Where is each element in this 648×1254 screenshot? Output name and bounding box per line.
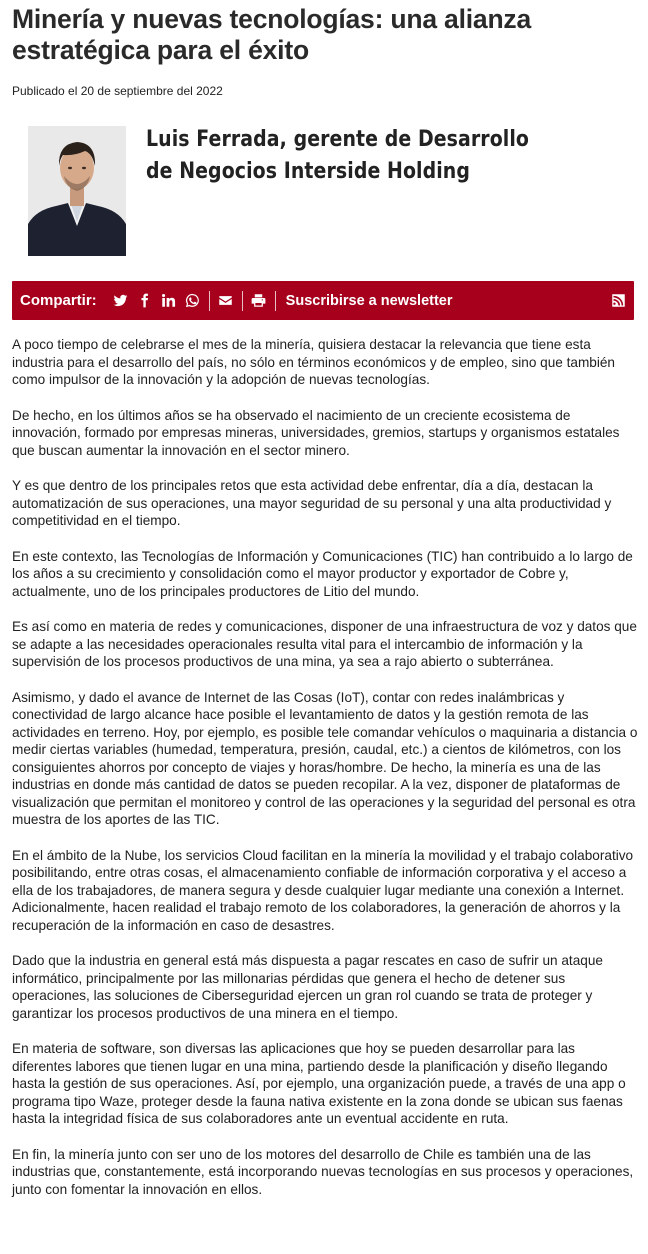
paragraph: En este contexto, las Tecnologías de Información y Comunicaciones (TIC) han contribuido a lo largo de los años a su crecimiento y consolidación como el mayor productor y exportador de Cobre y, actualmente, uno de los principales productores de Litio del mundo.	[12, 548, 633, 599]
divider	[209, 291, 210, 311]
paragraph: Es así como en materia de redes y comunicaciones, disponer de una infraestructura de voz y datos que se adapte a las necesidades operacionales resulta vital para el intercambio de información y la supervisión de los procesos productivos de una mina, ya sea a rajo abierto o subterránea.	[12, 619, 637, 669]
paragraph: En fin, la minería junto con ser uno de los motores del desarrollo de Chile es también una de las industrias que, constantemente, está incorporando nuevas tecnologías en sus procesos y operaciones, junto con fomentar la innovación en ellos.	[12, 1146, 634, 1197]
divider	[242, 291, 243, 311]
paragraph: A poco tiempo de celebrarse el mes de la minería, quisiera destacar la relevancia que tiene esta industria para el desarrollo del país, no sólo en términos económicos y de empleo, sino que también como impulsor de la innovación y la adopción de nuevas tecnologías.	[12, 337, 615, 387]
publish-date: Publicado el 20 de septiembre del 2022	[12, 84, 223, 98]
whatsapp-icon[interactable]	[185, 293, 201, 309]
paragraph: En el ámbito de la Nube, los servicios Cloud facilitan en la minería la movilidad y el trabajo colaborativo posibilitando, entre otras cosas, el almacenamiento confiable de información corporativa y el acceso a ella de los trabajadores, de manera segura y desde cualquier lugar mediante una conexión a Internet. Adicionalmente, hacen realidad el trabajo remoto de los colaboradores, la generación de ahorros y la recuperación de la información en caso de desastres.	[12, 847, 634, 933]
share-label: Compartir:	[20, 292, 97, 309]
linkedin-icon[interactable]	[161, 293, 177, 309]
rss-icon[interactable]	[611, 293, 626, 308]
author-name: Luis Ferrada, gerente de Desarrollo de Negocios Interside Holding	[146, 127, 530, 184]
article-title: Minería y nuevas tecnologías: una alianza estratégica para el éxito	[12, 4, 532, 65]
facebook-icon[interactable]	[137, 293, 153, 309]
author-photo	[28, 126, 126, 256]
divider	[275, 291, 276, 311]
paragraph: Y es que dentro de los principales retos que esta actividad debe enfrentar, día a día, destacan la automatización de sus operaciones, una mayor seguridad de su personal y una alta productividad y competitividad en el tiempo.	[12, 478, 612, 528]
paragraph: De hecho, en los últimos años se ha observado el nacimiento de un creciente ecosistema de innovación, formado por empresas mineras, universidades, gremios, startups y organismos estatales que buscan aumentar la innovación en el sector minero.	[12, 407, 620, 458]
paragraph: Asimismo, y dado el avance de Internet de las Cosas (IoT), contar con redes inalámbricas y conectividad de largo alcance hace posible el levantamiento de datos y la gestión remota de las actividades en terreno. Hoy, por ejemplo, es posible tele comandar vehículos o maquinaria a distancia o medir ciertas variables (humedad, temperatura, presión, caudal, etc.) a cientos de kilómetros, con los consiguientes ahorros por concepto de viajes y horas/hombre. De hecho, la minería es una de las industrias en donde más cantidad de datos se pueden recopilar. A la vez, disponer de plataformas de visualización que permitan el monitoreo y control de las operaciones y la seguridad del personal es otra muestra de los aportes de las TIC.	[12, 689, 638, 827]
paragraph: En materia de software, son diversas las aplicaciones que hoy se pueden desarrollar para las diferentes labores que tienen lugar en una mina, partiendo desde la planificación y diseño llegando hasta la gestión de sus operaciones. Así, por ejemplo, una organización puede, a través de una app o programa tipo Waze, proteger desde la fauna nativa existente en la zona donde se ubican sus faenas hasta la integridad física de sus colaboradores ante un eventual accidente en ruta.	[12, 1041, 626, 1126]
share-bar	[12, 281, 634, 320]
article-body	[12, 336, 638, 1216]
paragraph: Dado que la industria en general está más dispuesta a pagar rescates en caso de sufrir un ataque informático, principalmente por las millonarias pérdidas que genera el hecho de detener sus operaciones, las soluciones de Ciberseguridad ejercen un gran rol cuando se trata de proteger y garantizar los procesos productivos de una minera en el tiempo.	[12, 953, 603, 1021]
newsletter-link[interactable]: Suscribirse a newsletter	[285, 292, 453, 309]
share-icons	[113, 293, 201, 309]
print-icon[interactable]	[251, 293, 267, 309]
email-icon[interactable]	[218, 293, 234, 309]
twitter-icon[interactable]	[113, 293, 129, 309]
